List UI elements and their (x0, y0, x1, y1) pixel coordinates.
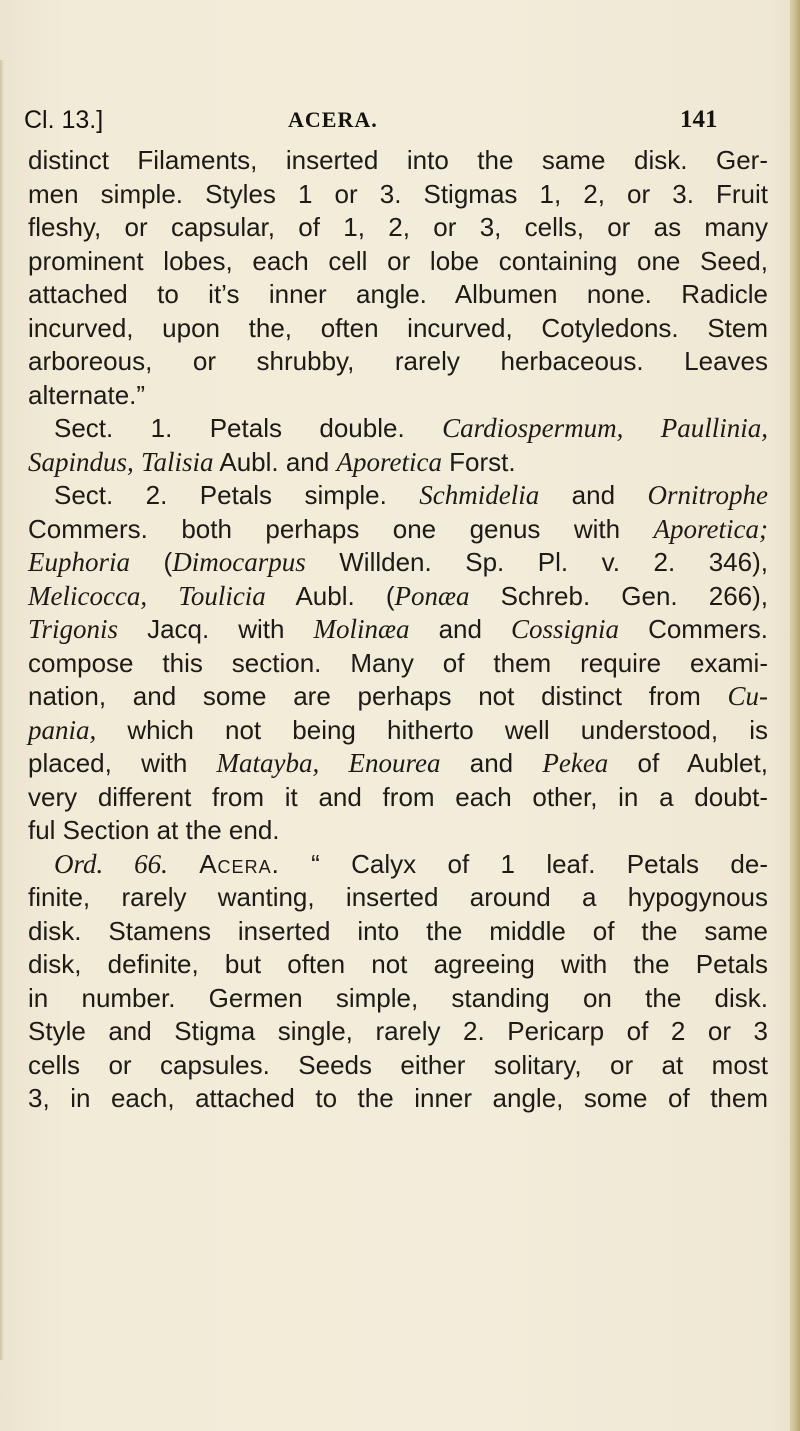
genus-name: Aporetica (336, 446, 442, 477)
genus-name: Matayba, (216, 748, 320, 778)
genus-name: Cardiospermum, (442, 413, 624, 443)
genus-name: Aporetica; (653, 513, 768, 544)
text-line: finite, rarely wanting, inserted around a hypogynous (28, 882, 768, 912)
order-label: Ord. 66. (54, 848, 168, 879)
text-line: Style and Stigma single, rarely 2. Pericarp of 2 or 3 (28, 1016, 768, 1046)
genus-name: Cossignia (511, 614, 620, 644)
text-line (28, 680, 768, 714)
running-header (0, 100, 800, 140)
genus-name: Paullinia, (660, 413, 768, 443)
text-line (28, 446, 768, 480)
genus-name: Enourea (348, 748, 441, 778)
text-line: distinct Filaments, inserted into the same disk. Ger- (28, 145, 768, 175)
order-name: Acera. (199, 848, 280, 879)
text-line: in number. Germen simple, standing on the disk. (28, 982, 768, 1013)
genus-name: Sapindus, (28, 446, 134, 477)
section-label: Sect. 2. Petals simple. (54, 480, 387, 510)
text-fragment: and (438, 614, 482, 644)
text-fragment: “ Calyx of 1 leaf. Petals de- (311, 848, 768, 879)
genus-name: Cu- (727, 681, 768, 711)
text-fragment: Schreb. Gen. 266), (500, 580, 768, 611)
genus-name: Toulicia (178, 580, 266, 611)
text-line: alternate.” (28, 379, 146, 410)
genus-name: Ponæa (394, 580, 470, 611)
text-fragment: Jacq. with (147, 614, 285, 644)
text-line: ful Section at the end. (28, 815, 280, 845)
text-fragment: ( (163, 547, 173, 577)
authority: Forst. (449, 446, 516, 477)
section-label: Sect. 1. Petals double. (54, 413, 405, 443)
genus-name: Talisia (141, 446, 214, 477)
text-fragment: nation, and some are perhaps not distinct from (28, 681, 701, 711)
genus-name: Euphoria (28, 547, 131, 577)
text-fragment: placed, with (28, 748, 188, 778)
authority: Aubl. and (219, 446, 330, 477)
text-line: attached to it’s inner angle. Albumen none. Radicle (28, 279, 768, 309)
text-fragment: and (571, 480, 616, 510)
genus-name: Schmidelia (419, 480, 540, 510)
text-fragment: Aubl. ( (295, 580, 395, 611)
genus-name: Trigonis (28, 614, 119, 644)
genus-name: Molinæa (313, 614, 410, 644)
text-fragment: and (469, 748, 514, 778)
running-title: ACERA. (288, 107, 378, 132)
text-line (28, 613, 768, 647)
text-fragment: Willden. Sp. Pl. v. 2. 346), (339, 547, 768, 577)
text-line: disk. Stamens inserted into the middle of the same (28, 915, 768, 946)
section-1-heading (28, 412, 768, 446)
genus-name: Melicocca, (28, 580, 148, 611)
class-reference: Cl. 13.] (24, 106, 104, 134)
section-2-heading (28, 479, 768, 513)
page-gutter-shadow (0, 60, 4, 1360)
text-line: disk, definite, but often not agreeing with the Petals (28, 949, 768, 979)
text-line (28, 580, 768, 614)
text-line: 3, in each, attached to the inner angle, some of them (28, 1083, 768, 1113)
page-number: 141 (680, 106, 718, 133)
text-fragment: Commers. both perhaps one genus with (28, 513, 621, 544)
text-fragment: of Aublet, (637, 748, 768, 778)
text-line: very different from it and from each other, in a doubt- (28, 781, 768, 812)
text-line (28, 546, 768, 580)
text-line: arboreous, or shrubby, rarely herbaceous. Leaves (28, 346, 768, 376)
text-line (28, 747, 768, 781)
genus-name: Dimocarpus (172, 547, 306, 577)
genus-name: pania, (28, 714, 97, 745)
text-line (28, 714, 768, 748)
text-line: cells or capsules. Seeds either solitary, or at most (28, 1049, 768, 1080)
page-edge (790, 0, 800, 1431)
genus-name: Pekea (542, 748, 609, 778)
text-line: prominent lobes, each cell or lobe containing one Seed, (28, 245, 768, 276)
text-line: compose this section. Many of them require exami- (28, 647, 768, 678)
text-line: men simple. Styles 1 or 3. Stigmas 1, 2, or 3. Fruit (28, 178, 768, 209)
genus-name: Ornitrophe (647, 480, 768, 510)
text-line (28, 513, 768, 547)
text-line: fleshy, or capsular, of 1, 2, or 3, cells, or as many (28, 212, 768, 242)
order-heading (28, 848, 768, 882)
text-fragment: Commers. (648, 614, 768, 644)
body-text (28, 144, 768, 1116)
text-line: incurved, upon the, often incurved, Cotyledons. Stem (28, 312, 768, 343)
text-fragment: which not being hitherto well understood, is (127, 714, 769, 745)
